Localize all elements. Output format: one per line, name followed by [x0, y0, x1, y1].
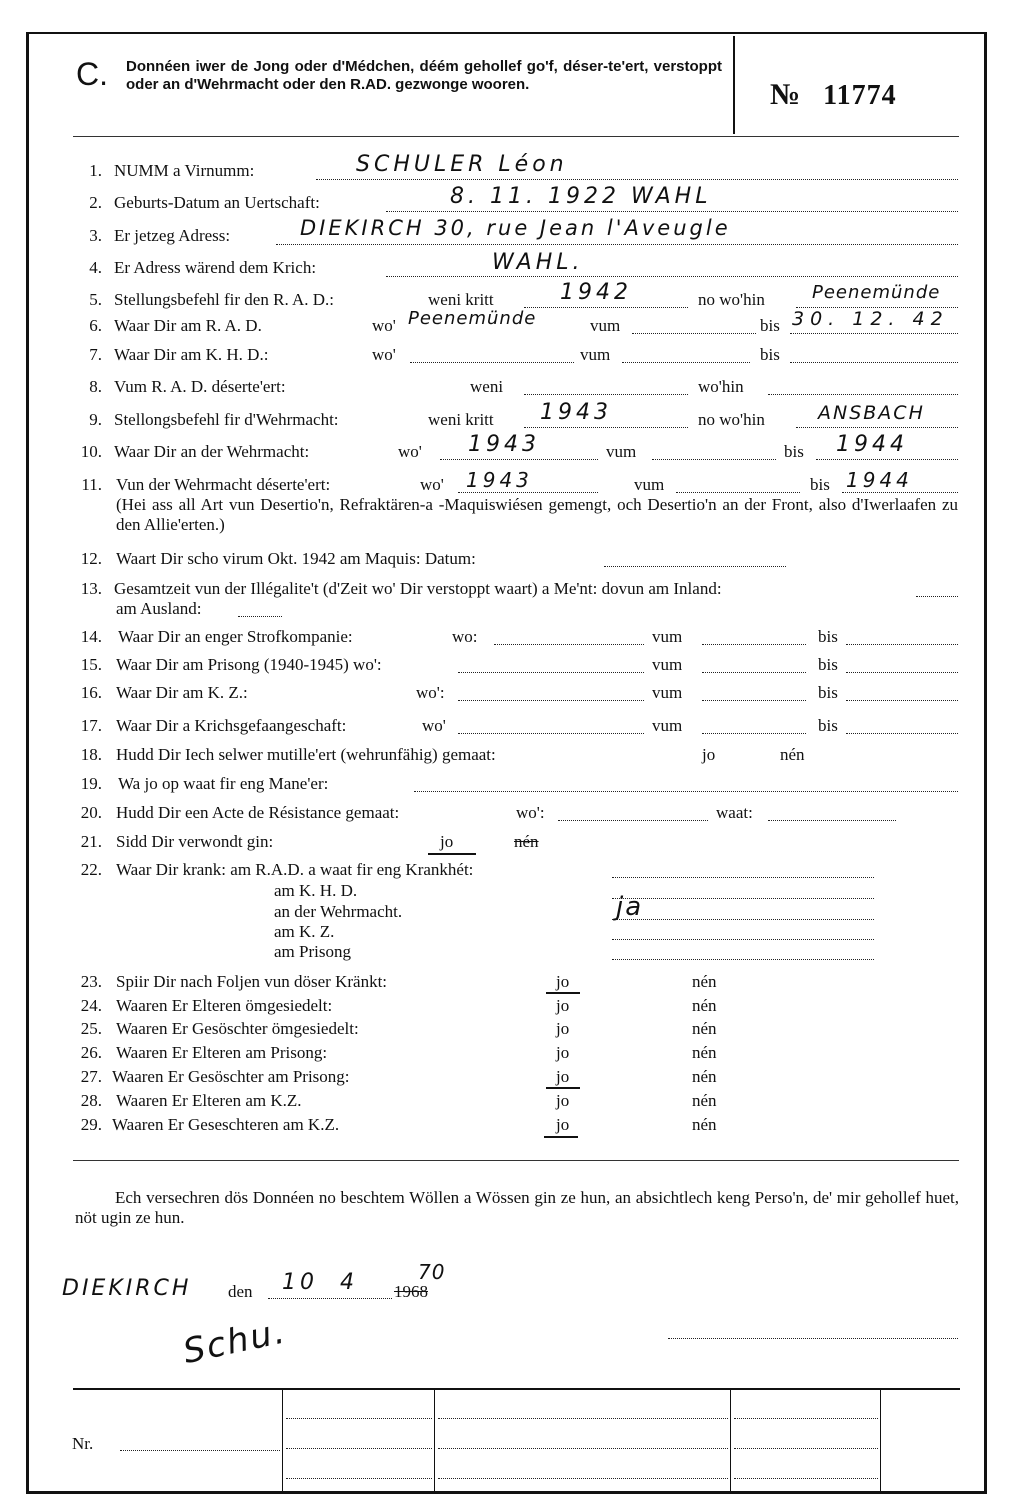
row-label: Waart Dir scho virum Okt. 1942 am Maquis: Datum:: [116, 549, 476, 568]
form-number-value: 11774: [823, 80, 897, 111]
handwritten-wehr-from: 1943: [468, 432, 540, 457]
row-number: 23.: [80, 972, 102, 991]
bis-label: bis: [760, 345, 780, 364]
nen-option: nén: [692, 1115, 717, 1134]
handwritten-wehr-place: ANSBACH: [818, 402, 925, 424]
handwritten-month: 4: [340, 1270, 358, 1295]
row-label: NUMM a Virnumm:: [114, 161, 255, 180]
row-label: Waar Dir am K. Z.:: [116, 683, 248, 702]
declaration-text: Ech versechren dös Donnéen no beschtem Wöllen a Wössen gin ze hun, an absichtlech keng Perso'n, de' mir gehollef huet, nöt ugin ze hun.: [75, 1188, 959, 1227]
jo-option: jo: [440, 832, 454, 851]
fill-line: [652, 457, 776, 460]
wo-label: wo': [372, 345, 396, 364]
section-letter: C.: [76, 56, 108, 92]
handwritten-year: 70: [418, 1260, 446, 1284]
fill-line: [846, 731, 958, 734]
fill-line: [120, 1448, 280, 1451]
row-label: Waaren Er Elteren ömgesiedelt:: [116, 996, 333, 1015]
frame-border-top: [26, 32, 986, 34]
row-number: 8.: [89, 377, 102, 396]
row-label: Wa jo op waat fir eng Mane'er:: [118, 774, 329, 793]
row-label: Waar Dir am Prisong (1940-1945) wo':: [116, 655, 382, 674]
fill-line: [414, 789, 958, 792]
row-label: Er Adress wärend dem Krich:: [114, 258, 317, 277]
fill-line: [612, 957, 874, 960]
section-separator: [73, 1160, 959, 1161]
bis-label: bis: [818, 655, 838, 674]
weni-label: weni kritt: [428, 410, 494, 429]
row-label: Waar Dir a Krichsgefaangeschaft:: [116, 716, 347, 735]
fill-line: [238, 614, 282, 617]
vum-label: vum: [652, 716, 683, 735]
bis-label: bis: [760, 316, 780, 335]
sub-label: an der Wehrmacht.: [274, 902, 403, 921]
nen-option: nén: [692, 1043, 717, 1062]
vum-label: vum: [606, 442, 637, 461]
fill-line: [558, 818, 708, 821]
nen-option: nén: [692, 972, 717, 991]
row-label: Vum R. A. D. déserte'ert:: [114, 377, 286, 396]
answer-underline: [428, 853, 476, 855]
nen-option-struck: nén: [514, 832, 539, 851]
fill-line: [916, 594, 958, 597]
sub-label: am K. H. D.: [274, 881, 358, 900]
frame-border-left: [26, 32, 29, 1494]
row-number: 13.: [80, 579, 102, 598]
row-number: 9.: [89, 410, 102, 429]
row-number: 27.: [80, 1067, 102, 1086]
fill-line: [524, 392, 688, 395]
answer-underline: [546, 992, 580, 994]
nen-option: nén: [692, 1067, 717, 1086]
bis-label: bis: [784, 442, 804, 461]
fill-line: [438, 1416, 728, 1419]
fill-line: [796, 425, 958, 428]
form-number: [770, 78, 897, 112]
row-number: 15.: [80, 655, 102, 674]
row-number: 22.: [80, 860, 102, 879]
row-label-abroad: am Ausland:: [116, 599, 202, 618]
bis-label: bis: [818, 627, 838, 646]
handwritten-name: SCHULER Léon: [356, 152, 568, 177]
handwritten-wehr-year: 1943: [540, 400, 612, 425]
fill-line: [438, 1476, 728, 1479]
vum-label: vum: [652, 655, 683, 674]
row-label: Vun der Wehrmacht déserte'ert:: [116, 475, 331, 494]
fill-line: [438, 1446, 728, 1449]
number-sign: №: [770, 78, 802, 111]
jo-option: jo: [556, 1043, 570, 1062]
printed-year: 1968: [394, 1282, 428, 1301]
jo-option: jo: [556, 1091, 570, 1110]
fill-line: [286, 1416, 432, 1419]
fill-line: [276, 242, 958, 245]
wo-label: wo:: [452, 627, 478, 646]
fill-line: [768, 818, 896, 821]
section-heading: Donnéen iwer de Jong oder d'Médchen, déém gehollef go'f, déser-te'ert, verstoppt oder an d'Wehrmacht oder den R.AD. gezwonge wooren.: [126, 58, 722, 93]
wohin-label: no wo'hin: [698, 410, 765, 429]
row-number: 4.: [89, 258, 102, 277]
handwritten-war-address: WAHL.: [492, 250, 584, 275]
row-label: Stellungsbefehl fir den R. A. D.:: [114, 290, 335, 309]
row-label: Waaren Er Geseschteren am K.Z.: [112, 1115, 340, 1134]
signature: Schu.: [179, 1311, 290, 1372]
row-number: 6.: [89, 316, 102, 335]
bis-label: bis: [818, 683, 838, 702]
signature-line: [668, 1336, 958, 1339]
bis-label: bis: [818, 716, 838, 735]
footer-col-divider: [880, 1390, 881, 1492]
handwritten-rad-year: 1942: [560, 280, 632, 305]
row-number: 20.: [80, 803, 102, 822]
jo-option: jo: [556, 1067, 570, 1086]
row-label: Waaren Er Elteren am Prisong:: [116, 1043, 328, 1062]
row-label: Waar Dir am K. H. D.:: [114, 345, 269, 364]
fill-line: [524, 305, 688, 308]
row-number: 2.: [89, 193, 102, 212]
frame-border-right: [984, 32, 987, 1494]
row-number: 14.: [80, 627, 102, 646]
vum-label: vum: [580, 345, 611, 364]
row-number: 16.: [80, 683, 102, 702]
row-number: 25.: [80, 1019, 102, 1038]
fill-line: [612, 917, 874, 920]
row-label: Spiir Dir nach Foljen vun döser Kränkt:: [116, 972, 388, 991]
fill-line: [734, 1446, 878, 1449]
row-number: 12.: [80, 549, 102, 568]
fill-line: [494, 642, 644, 645]
fill-line: [846, 698, 958, 701]
wo-label: wo': [422, 716, 446, 735]
row-label: Er jetzeg Adress:: [114, 226, 231, 245]
fill-line: [816, 457, 958, 460]
weni-label: weni kritt: [428, 290, 494, 309]
nen-option: nén: [692, 1019, 717, 1038]
jo-option: jo: [556, 996, 570, 1015]
row-number: 29.: [80, 1115, 102, 1134]
vum-label: vum: [590, 316, 621, 335]
fill-line: [458, 698, 644, 701]
handwritten-ill-wehrmacht: ja: [616, 892, 644, 922]
vum-label: vum: [652, 683, 683, 702]
handwritten-rad-until: 30. 12. 42: [792, 308, 949, 330]
jo-option: jo: [556, 1019, 570, 1038]
fill-line: [734, 1416, 878, 1419]
weni-label: weni: [470, 377, 504, 396]
fill-line: [622, 360, 750, 363]
row-number: 5.: [89, 290, 102, 309]
waat-label: waat:: [716, 803, 753, 822]
frame-border-bottom: [26, 1491, 987, 1494]
fill-line: [410, 360, 574, 363]
row-number: 21.: [80, 832, 102, 851]
handwritten-wehr-until: 1944: [836, 432, 908, 457]
row-label: Waar Dir krank: am R.A.D. a waat fir eng Krankhét:: [116, 860, 474, 879]
den-label: den: [228, 1282, 253, 1301]
row-number: 24.: [80, 996, 102, 1015]
fill-line: [386, 209, 958, 212]
fill-line: [612, 875, 874, 878]
row-label: Stellongsbefehl fir d'Wehrmacht:: [114, 410, 339, 429]
footer-col-divider: [434, 1390, 435, 1492]
row-label: Hudd Dir Iech selwer mutille'ert (wehrunfähig) gemaat:: [116, 745, 496, 764]
fill-line: [612, 896, 874, 899]
vum-label: vum: [652, 627, 683, 646]
handwritten-address: DIEKIRCH 30, rue Jean l'Aveugle: [300, 216, 731, 240]
nen-option: nén: [780, 745, 805, 764]
row-number: 10.: [80, 442, 102, 461]
header-divider: [733, 36, 735, 134]
fill-line: [702, 731, 806, 734]
jo-option: jo: [556, 972, 570, 991]
answer-underline: [546, 1087, 580, 1089]
row-number: 3.: [89, 226, 102, 245]
footer-table-top: [73, 1388, 960, 1390]
wohin-label: no wo'hin: [698, 290, 765, 309]
row-label: Waar Dir am R. A. D.: [114, 316, 262, 335]
handwritten-place: DIEKIRCH: [62, 1276, 192, 1301]
fill-line: [632, 331, 756, 334]
row-number: 7.: [89, 345, 102, 364]
wo-label: wo': [420, 475, 444, 494]
row-number: 19.: [80, 774, 102, 793]
row-label: Gesamtzeit vun der Illégalite't (d'Zeit wo' Dir verstoppt waart) a Me'nt: dovun am Inland:: [114, 579, 722, 598]
fill-line: [286, 1476, 432, 1479]
fill-line: [316, 177, 958, 180]
wohin-label: wo'hin: [698, 377, 744, 396]
row-note: (Hei ass all Art vun Desertio'n, Refraktären-a -Maquiswiésen gemengt, och Desertio'n an der Front, also d'Iwerlaafen zu den Allie'erten.): [116, 495, 958, 534]
nen-option: nén: [692, 996, 717, 1015]
row-label: Hudd Dir een Acte de Résistance gemaat:: [116, 803, 400, 822]
fill-line: [790, 360, 958, 363]
wo-label: wo':: [416, 683, 445, 702]
fill-line: [458, 670, 644, 673]
fill-line: [524, 425, 688, 428]
footer-col-divider: [730, 1390, 731, 1492]
fill-line: [768, 392, 958, 395]
fill-line: [386, 274, 958, 277]
footer-col-divider: [282, 1390, 283, 1492]
row-label: Waar Dir an der Wehrmacht:: [114, 442, 310, 461]
fill-line: [676, 490, 800, 493]
fill-line: [286, 1446, 432, 1449]
handwritten-day: 10: [282, 1270, 318, 1295]
answer-underline: [544, 1136, 578, 1138]
wo-label: wo': [372, 316, 396, 335]
bis-label: bis: [810, 475, 830, 494]
fill-line: [440, 457, 598, 460]
row-label: Sidd Dir verwondt gin:: [116, 832, 274, 851]
fill-line: [846, 670, 958, 673]
handwritten-desert-from: 1943: [466, 468, 533, 492]
header-rule: [73, 136, 959, 137]
row-number: 18.: [80, 745, 102, 764]
row-label: Waaren Er Elteren am K.Z.: [116, 1091, 302, 1110]
handwritten-desert-until: 1944: [846, 468, 913, 492]
fill-line: [458, 731, 644, 734]
fill-line: [846, 642, 958, 645]
row-label: Waaren Er Gesöschter am Prisong:: [112, 1067, 350, 1086]
wo-label: wo': [398, 442, 422, 461]
row-number: 26.: [80, 1043, 102, 1062]
handwritten-rad-place: Peenemünde: [812, 282, 941, 303]
nr-label: Nr.: [72, 1434, 94, 1453]
row-number: 1.: [89, 161, 102, 180]
nen-option: nén: [692, 1091, 717, 1110]
row-label: Waar Dir an enger Strofkompanie:: [118, 627, 353, 646]
jo-option: jo: [556, 1115, 570, 1134]
handwritten-rad-where: Peenemünde: [408, 308, 537, 329]
row-label: Geburts-Datum an Uertschaft:: [114, 193, 320, 212]
row-label: Waaren Er Gesöschter ömgesiedelt:: [116, 1019, 359, 1038]
sub-label: am Prisong: [274, 942, 351, 961]
fill-line: [268, 1296, 392, 1299]
fill-line: [790, 331, 958, 334]
row-number: 17.: [80, 716, 102, 735]
jo-option: jo: [702, 745, 716, 764]
fill-line: [702, 642, 806, 645]
row-number: 11.: [81, 475, 102, 494]
handwritten-birth: 8. 11. 1922 WAHL: [450, 184, 712, 209]
fill-line: [734, 1476, 878, 1479]
sub-label: am K. Z.: [274, 922, 335, 941]
fill-line: [702, 698, 806, 701]
vum-label: vum: [634, 475, 665, 494]
wo-label: wo':: [516, 803, 545, 822]
fill-line: [604, 564, 786, 567]
row-number: 28.: [80, 1091, 102, 1110]
fill-line: [702, 670, 806, 673]
fill-line: [612, 937, 874, 940]
